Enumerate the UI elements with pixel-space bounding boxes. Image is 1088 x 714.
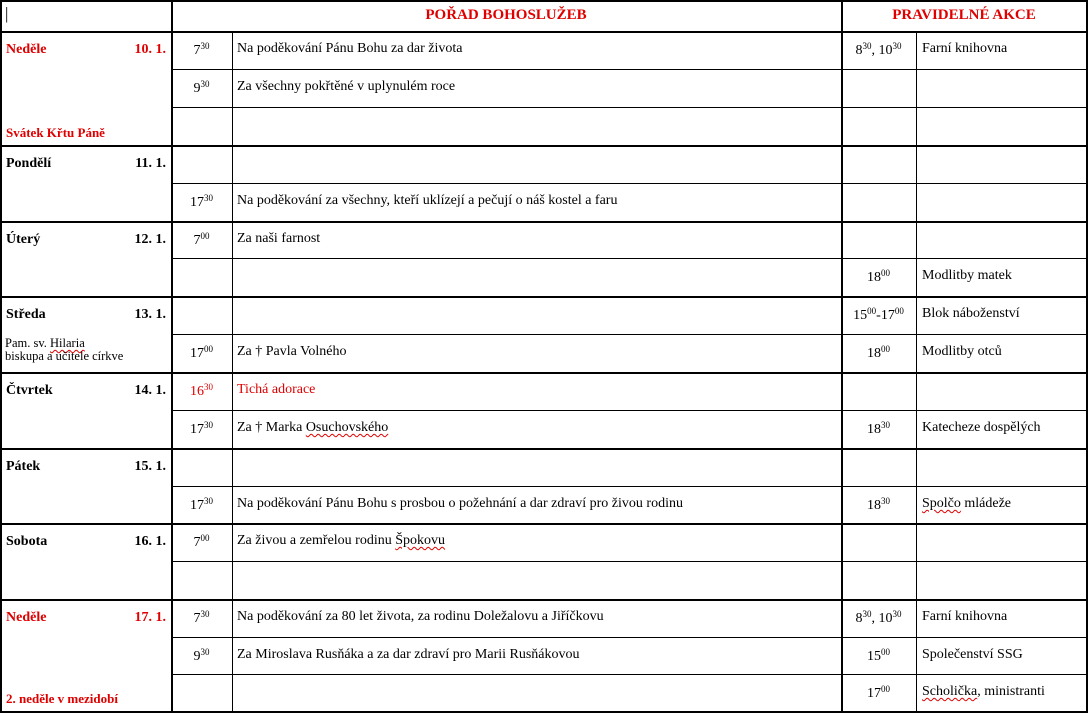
event-time-value bbox=[867, 686, 890, 701]
table-border bbox=[232, 31, 233, 713]
day-date: 13. 1. bbox=[134, 307, 166, 322]
event-time-value bbox=[879, 611, 902, 626]
mass-time bbox=[171, 79, 232, 97]
time-minute: 30 bbox=[200, 41, 210, 51]
mass-intention bbox=[237, 609, 604, 625]
event-time-value bbox=[867, 498, 890, 513]
time-hour: 17 bbox=[190, 195, 204, 210]
day-date: 16. 1. bbox=[134, 534, 166, 549]
table-border bbox=[0, 372, 1088, 374]
time-hour: 7 bbox=[193, 233, 201, 248]
time-separator: , bbox=[871, 43, 879, 58]
event-name bbox=[922, 609, 1007, 625]
time-minute: 00 bbox=[881, 647, 890, 657]
event-text-marked: Scholička bbox=[922, 684, 978, 699]
time-minute: 30 bbox=[204, 496, 213, 506]
event-time bbox=[841, 496, 916, 514]
intention-text: Na poděkování za 80 let života, za rodinu Doležalovu a Jiříčkovu bbox=[237, 609, 604, 624]
time-minute: 00 bbox=[894, 306, 904, 316]
mass-time bbox=[171, 496, 232, 514]
time-minute: 00 bbox=[881, 344, 890, 354]
event-text: Farní knihovna bbox=[922, 41, 1008, 56]
event-text: Modlitby matek bbox=[922, 268, 1012, 283]
intention-text: Za naši farnost bbox=[237, 231, 321, 246]
mass-time bbox=[171, 420, 232, 438]
event-name bbox=[922, 344, 1002, 360]
day-name: Neděle bbox=[6, 610, 47, 625]
time-hour: 15 bbox=[867, 649, 881, 664]
services-title: POŘAD BOHOSLUŽEB bbox=[425, 7, 587, 23]
table-border bbox=[916, 31, 917, 713]
mass-intention bbox=[237, 496, 683, 512]
event-name bbox=[922, 647, 1023, 663]
time-separator: - bbox=[876, 308, 881, 323]
mass-intention bbox=[237, 231, 320, 247]
event-name bbox=[922, 420, 1041, 436]
mass-time-value bbox=[194, 233, 210, 248]
event-time-value bbox=[867, 649, 890, 664]
day-date: 14. 1. bbox=[134, 383, 166, 398]
event-text-marked: Spolčo bbox=[922, 496, 961, 511]
time-minute: 30 bbox=[204, 382, 213, 392]
time-minute: 30 bbox=[200, 609, 210, 619]
mass-time-value bbox=[190, 195, 213, 210]
mass-intention bbox=[237, 420, 388, 436]
time-minute: 00 bbox=[200, 533, 210, 543]
event-time bbox=[841, 647, 916, 665]
time-minute: 30 bbox=[881, 420, 890, 430]
event-time-value bbox=[867, 422, 890, 437]
intention-text: Tichá adorace bbox=[237, 382, 316, 397]
table-border bbox=[171, 334, 1087, 335]
mass-time bbox=[171, 41, 232, 59]
table-border bbox=[171, 69, 1087, 70]
mass-time bbox=[171, 533, 232, 551]
events-title: PRAVIDELNÉ AKCE bbox=[892, 7, 1036, 23]
mass-time-value bbox=[194, 611, 210, 626]
intention-name: Osuchovského bbox=[305, 420, 389, 435]
time-hour: 18 bbox=[867, 270, 881, 285]
time-hour: 18 bbox=[867, 346, 881, 361]
time-hour: 8 bbox=[855, 43, 863, 58]
time-hour: 17 bbox=[867, 686, 881, 701]
event-time bbox=[841, 268, 916, 286]
time-hour: 17 bbox=[190, 346, 204, 361]
time-hour: 18 bbox=[867, 422, 881, 437]
event-time-value bbox=[853, 308, 876, 323]
time-minute: 00 bbox=[200, 231, 210, 241]
note-name: Hilaria bbox=[50, 336, 85, 350]
table-border bbox=[171, 561, 1087, 562]
time-hour: 15 bbox=[853, 308, 868, 323]
mass-time-value bbox=[190, 498, 213, 513]
table-border bbox=[171, 486, 1087, 487]
day-date: 17. 1. bbox=[134, 610, 166, 625]
event-time bbox=[841, 306, 916, 324]
time-minute: 00 bbox=[881, 268, 890, 278]
mass-time bbox=[171, 344, 232, 362]
time-minute: 30 bbox=[881, 496, 890, 506]
time-minute: 30 bbox=[200, 647, 210, 657]
event-text: Blok náboženství bbox=[922, 306, 1020, 321]
time-separator: , bbox=[871, 611, 879, 626]
event-time-value bbox=[867, 270, 890, 285]
time-minute: 00 bbox=[881, 684, 890, 694]
day-name: Středa bbox=[6, 307, 46, 322]
table-border bbox=[0, 599, 1088, 601]
day-name: Neděle bbox=[6, 42, 47, 57]
time-hour: 17 bbox=[190, 422, 204, 437]
text-cursor: | bbox=[5, 4, 9, 23]
mass-time-value bbox=[190, 384, 213, 399]
mass-time-value bbox=[194, 649, 210, 664]
table-border bbox=[0, 221, 1088, 223]
event-name bbox=[922, 496, 1011, 512]
liturgical-note: Svátek Křtu Páně bbox=[6, 125, 105, 140]
time-minute: 00 bbox=[867, 306, 877, 316]
event-time-value bbox=[856, 43, 872, 58]
day-name: Úterý bbox=[6, 232, 41, 247]
table-border bbox=[171, 637, 1087, 638]
table-border bbox=[171, 674, 1087, 675]
mass-intention bbox=[237, 382, 315, 398]
note-text: Pam. sv. bbox=[5, 336, 51, 350]
day-name: Sobota bbox=[6, 534, 48, 549]
time-minute: 30 bbox=[892, 609, 902, 619]
table-border bbox=[0, 145, 1088, 147]
time-hour: 7 bbox=[193, 43, 201, 58]
time-minute: 30 bbox=[862, 609, 872, 619]
time-hour: 16 bbox=[190, 384, 204, 399]
time-hour: 7 bbox=[193, 611, 201, 626]
event-name bbox=[922, 268, 1012, 284]
day-name: Pátek bbox=[6, 459, 41, 474]
event-time bbox=[841, 344, 916, 362]
day-date: 10. 1. bbox=[134, 42, 166, 57]
mass-time-value bbox=[190, 346, 213, 361]
intention-text: Za † Pavla Volného bbox=[237, 344, 347, 359]
cursor-cell bbox=[5, 4, 25, 28]
event-text: Katecheze dospělých bbox=[922, 420, 1041, 435]
event-name bbox=[922, 41, 1007, 57]
event-text: Farní knihovna bbox=[922, 609, 1008, 624]
table-border bbox=[171, 258, 1087, 259]
table-border bbox=[0, 0, 2, 713]
event-time-value bbox=[879, 43, 902, 58]
event-text: mládeže bbox=[960, 496, 1012, 511]
time-hour: 9 bbox=[193, 649, 201, 664]
table-border bbox=[0, 296, 1088, 298]
note-text: biskupa a učitele církve bbox=[5, 349, 124, 363]
liturgical-note bbox=[5, 337, 169, 363]
time-hour: 18 bbox=[867, 498, 881, 513]
mass-time bbox=[171, 647, 232, 665]
time-minute: 00 bbox=[204, 344, 213, 354]
intention-text: Za Miroslava Rusňáka a za dar zdraví pro Marii Rusňákovou bbox=[237, 647, 580, 662]
liturgical-note: 2. neděle v mezidobí bbox=[6, 691, 118, 706]
mass-time-value bbox=[194, 43, 210, 58]
time-minute: 30 bbox=[892, 41, 902, 51]
services-header bbox=[172, 7, 840, 24]
mass-time-value bbox=[190, 422, 213, 437]
mass-intention bbox=[237, 647, 580, 663]
time-minute: 30 bbox=[204, 420, 213, 430]
event-text: Modlitby otců bbox=[922, 344, 1002, 359]
table-border bbox=[171, 183, 1087, 184]
table-border bbox=[171, 410, 1087, 411]
mass-time bbox=[171, 231, 232, 249]
mass-intention bbox=[237, 41, 463, 57]
table-border bbox=[0, 31, 1088, 33]
intention-text: Na poděkování Pánu Bohu s prosbou o požehnání a dar zdraví pro živou rodinu bbox=[237, 496, 683, 511]
table-border bbox=[0, 711, 1088, 713]
mass-time bbox=[171, 382, 232, 400]
time-hour: 8 bbox=[855, 611, 863, 626]
time-hour: 17 bbox=[880, 308, 895, 323]
intention-text: Na poděkování za všechny, kteří uklízejí a pečují o náš kostel a faru bbox=[237, 193, 618, 208]
event-text: , ministranti bbox=[977, 684, 1045, 699]
event-name bbox=[922, 306, 1020, 322]
time-hour: 7 bbox=[193, 535, 201, 550]
event-text: Společenství SSG bbox=[922, 647, 1023, 662]
intention-text: Na poděkování Pánu Bohu za dar života bbox=[237, 41, 463, 56]
time-hour: 17 bbox=[190, 498, 204, 513]
event-time bbox=[841, 609, 916, 627]
time-hour: 9 bbox=[193, 81, 201, 96]
event-name bbox=[922, 684, 1045, 700]
intention-text: Za všechny pokřtěné v uplynulém roce bbox=[237, 79, 456, 94]
time-minute: 30 bbox=[200, 79, 210, 89]
mass-time bbox=[171, 609, 232, 627]
mass-time-value bbox=[194, 81, 210, 96]
day-name: Pondělí bbox=[6, 156, 52, 171]
time-hour: 10 bbox=[878, 43, 893, 58]
mass-time bbox=[171, 193, 232, 211]
table-border bbox=[0, 523, 1088, 525]
intention-text: Za živou a zemřelou rodinu bbox=[237, 533, 396, 548]
mass-intention bbox=[237, 344, 347, 360]
intention-text: Za † Marka bbox=[237, 420, 306, 435]
mass-intention bbox=[237, 79, 455, 95]
event-time-value bbox=[856, 611, 872, 626]
table-border bbox=[171, 107, 1087, 108]
day-date: 12. 1. bbox=[134, 232, 166, 247]
event-time bbox=[841, 41, 916, 59]
time-minute: 30 bbox=[862, 41, 872, 51]
intention-name: Špokovu bbox=[395, 533, 446, 548]
mass-intention bbox=[237, 193, 617, 209]
mass-intention bbox=[237, 533, 445, 549]
event-time bbox=[841, 420, 916, 438]
day-name: Čtvrtek bbox=[6, 383, 53, 398]
event-time-value bbox=[867, 346, 890, 361]
time-minute: 30 bbox=[204, 193, 213, 203]
day-date: 15. 1. bbox=[134, 459, 166, 474]
events-header bbox=[843, 7, 1085, 24]
event-time-value bbox=[881, 308, 904, 323]
mass-time-value bbox=[194, 535, 210, 550]
table-border bbox=[0, 0, 1088, 2]
day-date: 11. 1. bbox=[135, 156, 166, 171]
event-time bbox=[841, 684, 916, 702]
time-hour: 10 bbox=[878, 611, 893, 626]
table-border bbox=[0, 448, 1088, 450]
